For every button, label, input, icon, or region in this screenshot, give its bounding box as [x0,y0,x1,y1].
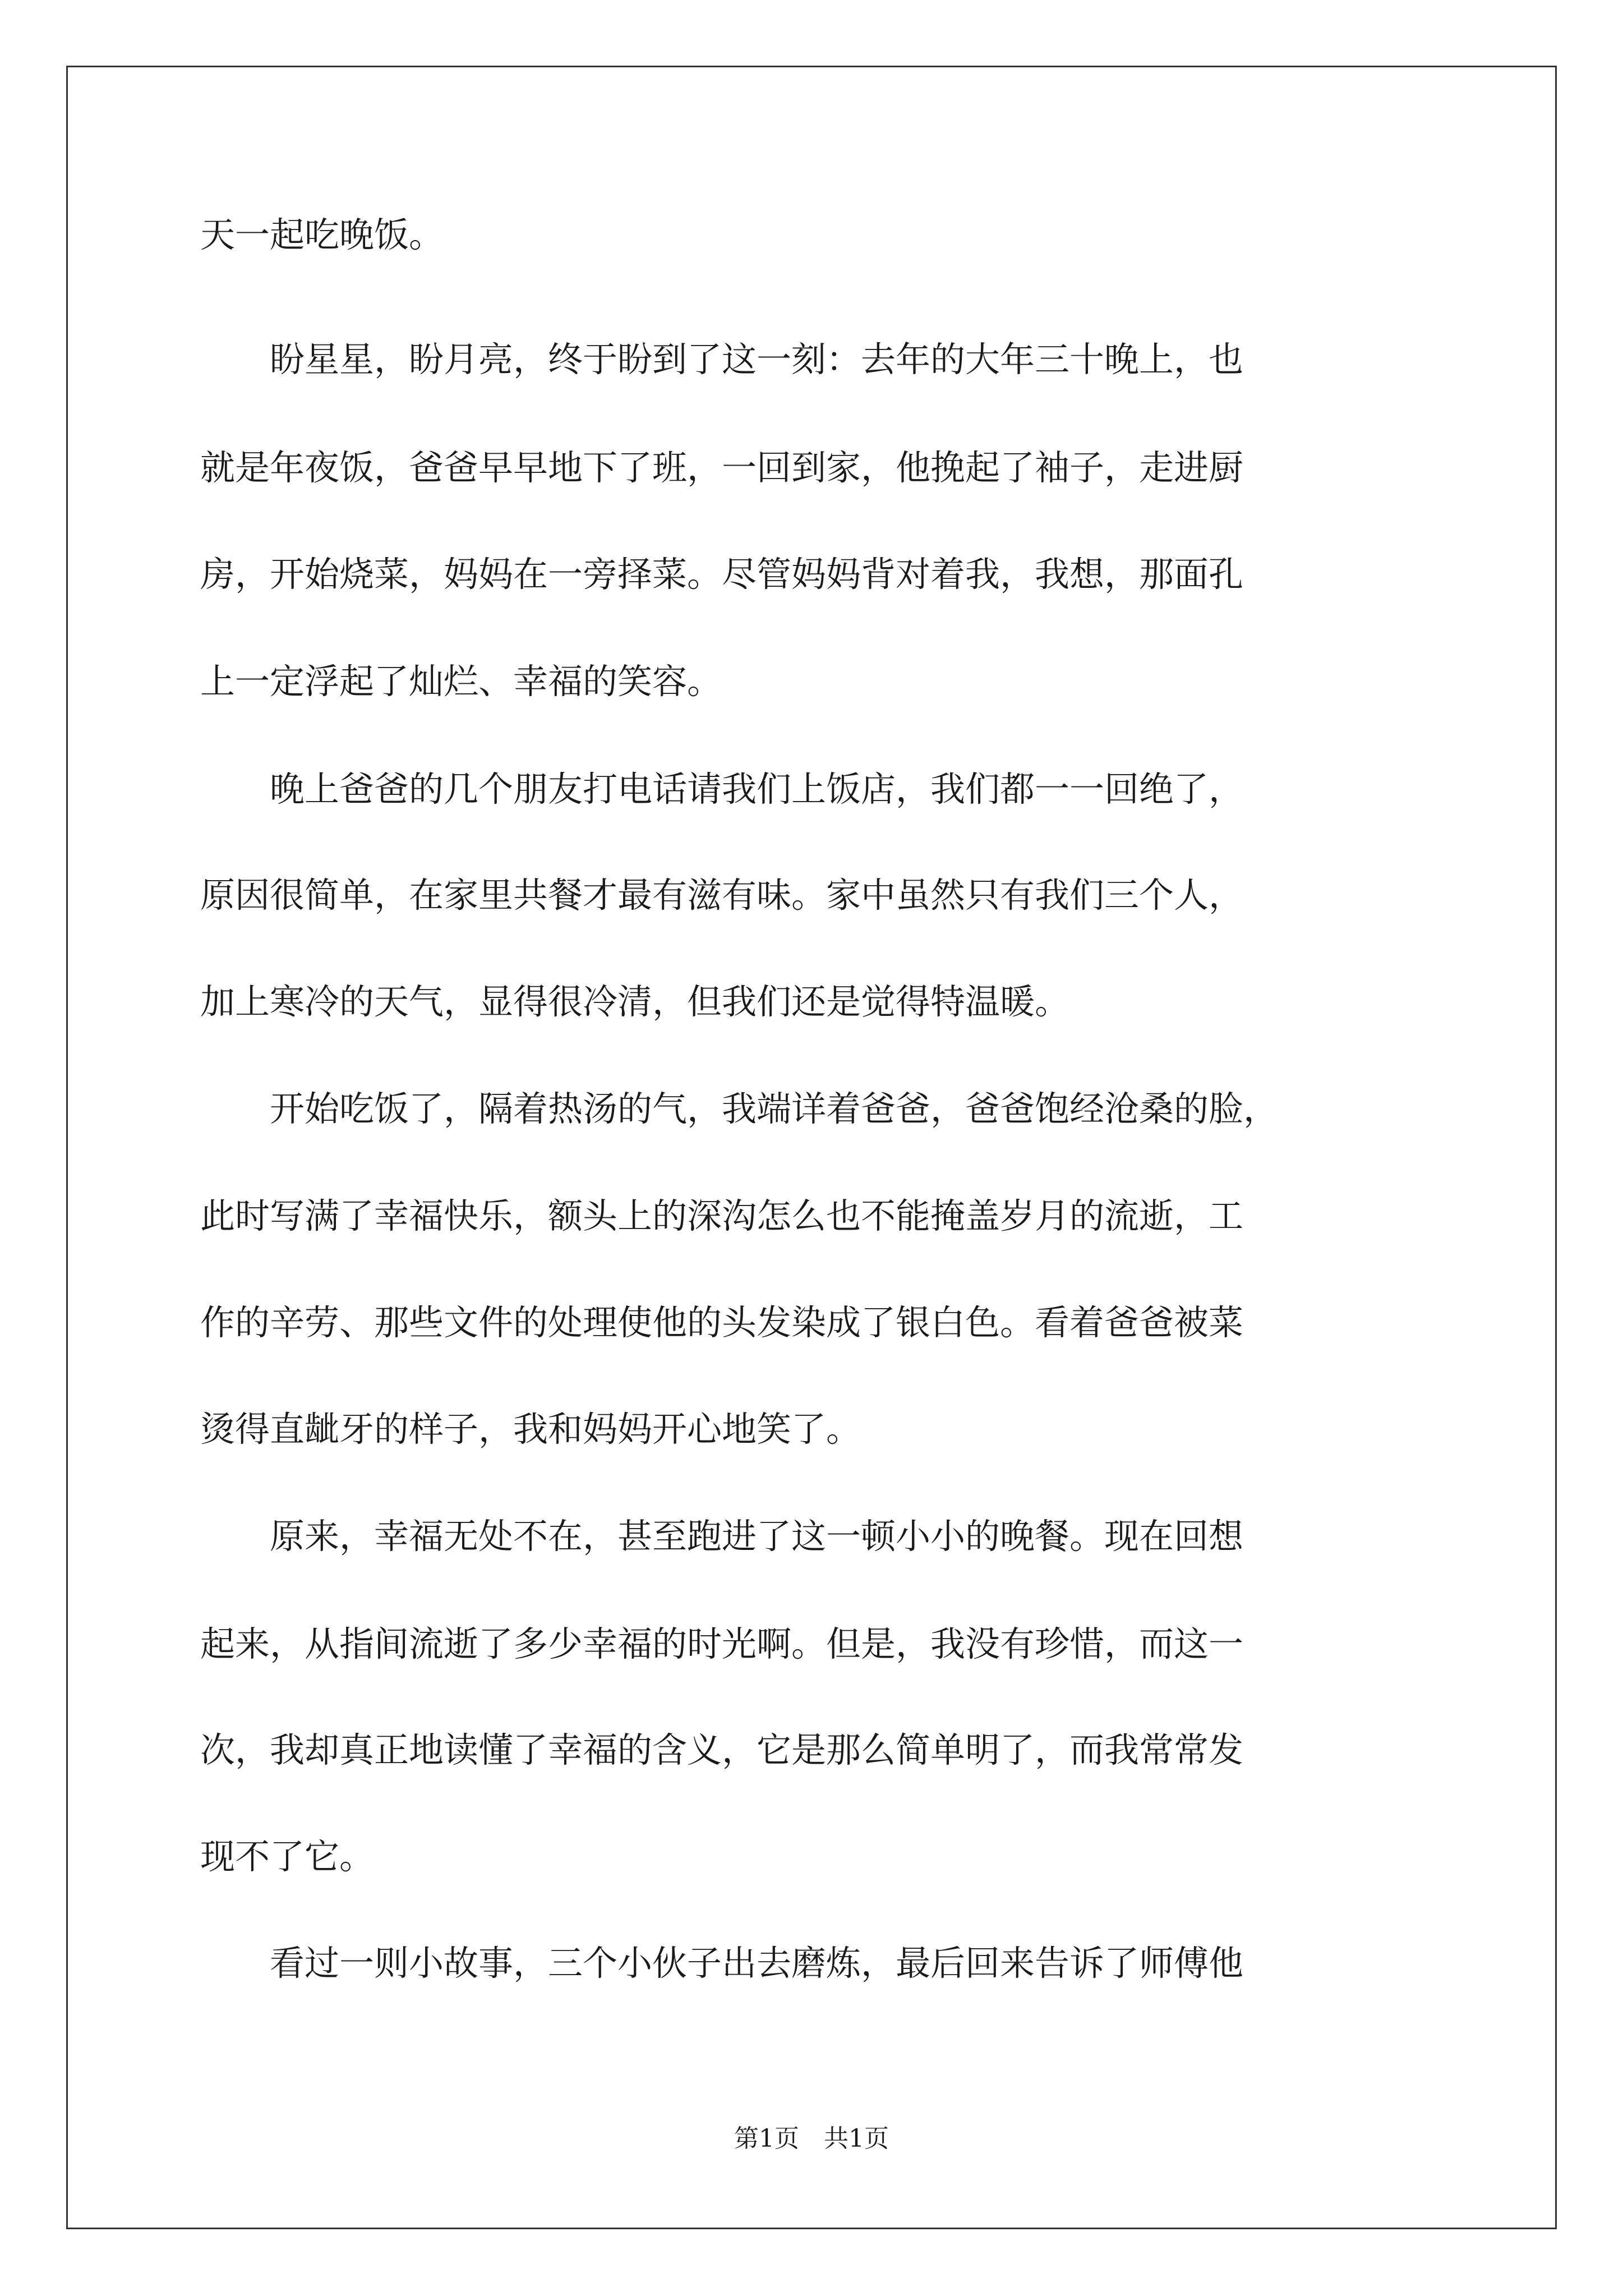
text-line: 此时写满了幸福快乐，额头上的深沟怎么也不能掩盖岁月的流逝，工 [200,1195,1244,1236]
text-line: 上一定浮起了灿烂、幸福的笑容。 [200,661,722,702]
text-line: 原来，幸福无处不在，甚至跑进了这一顿小小的晚餐。现在回想 [200,1516,1244,1557]
text-line: 看过一则小故事，三个小伙子出去磨炼，最后回来告诉了师傅他 [200,1943,1244,1984]
text-line: 晚上爸爸的几个朋友打电话请我们上饭店，我们都一一回绝了， [200,769,1244,809]
page-border [66,66,1557,2229]
text-line: 烫得直龇牙的样子，我和妈妈开心地笑了。 [200,1409,861,1450]
text-line: 现不了它。 [200,1836,375,1877]
text-line: 作的辛劳、那些文件的处理使他的头发染成了银白色。看着爸爸被菜 [200,1302,1244,1343]
text-line: 就是年夜饭，爸爸早早地下了班，一回到家，他挽起了袖子，走进厨 [200,447,1244,488]
text-line: 次，我却真正地读懂了幸福的含义，它是那么简单明了，而我常常发 [200,1729,1244,1770]
text-line: 盼星星，盼月亮，终于盼到了这一刻：去年的大年三十晚上，也 [200,339,1244,380]
page-footer: 第1页 共1页 [734,2124,889,2153]
text-line: 天一起吃晚饭。 [200,214,444,255]
text-line: 起来，从指间流逝了多少幸福的时光啊。但是，我没有珍惜，而这一 [200,1623,1244,1664]
text-line: 原因很简单，在家里共餐才最有滋有味。家中虽然只有我们三个人， [200,875,1244,915]
text-line: 房，开始烧菜，妈妈在一旁择菜。尽管妈妈背对着我，我想，那面孔 [200,554,1244,595]
text-line: 开始吃饭了，隔着热汤的气，我端详着爸爸，爸爸饱经沧桑的脸， [200,1088,1279,1129]
text-line: 加上寒冷的天气，显得很冷清，但我们还是觉得特温暖。 [200,981,1070,1022]
